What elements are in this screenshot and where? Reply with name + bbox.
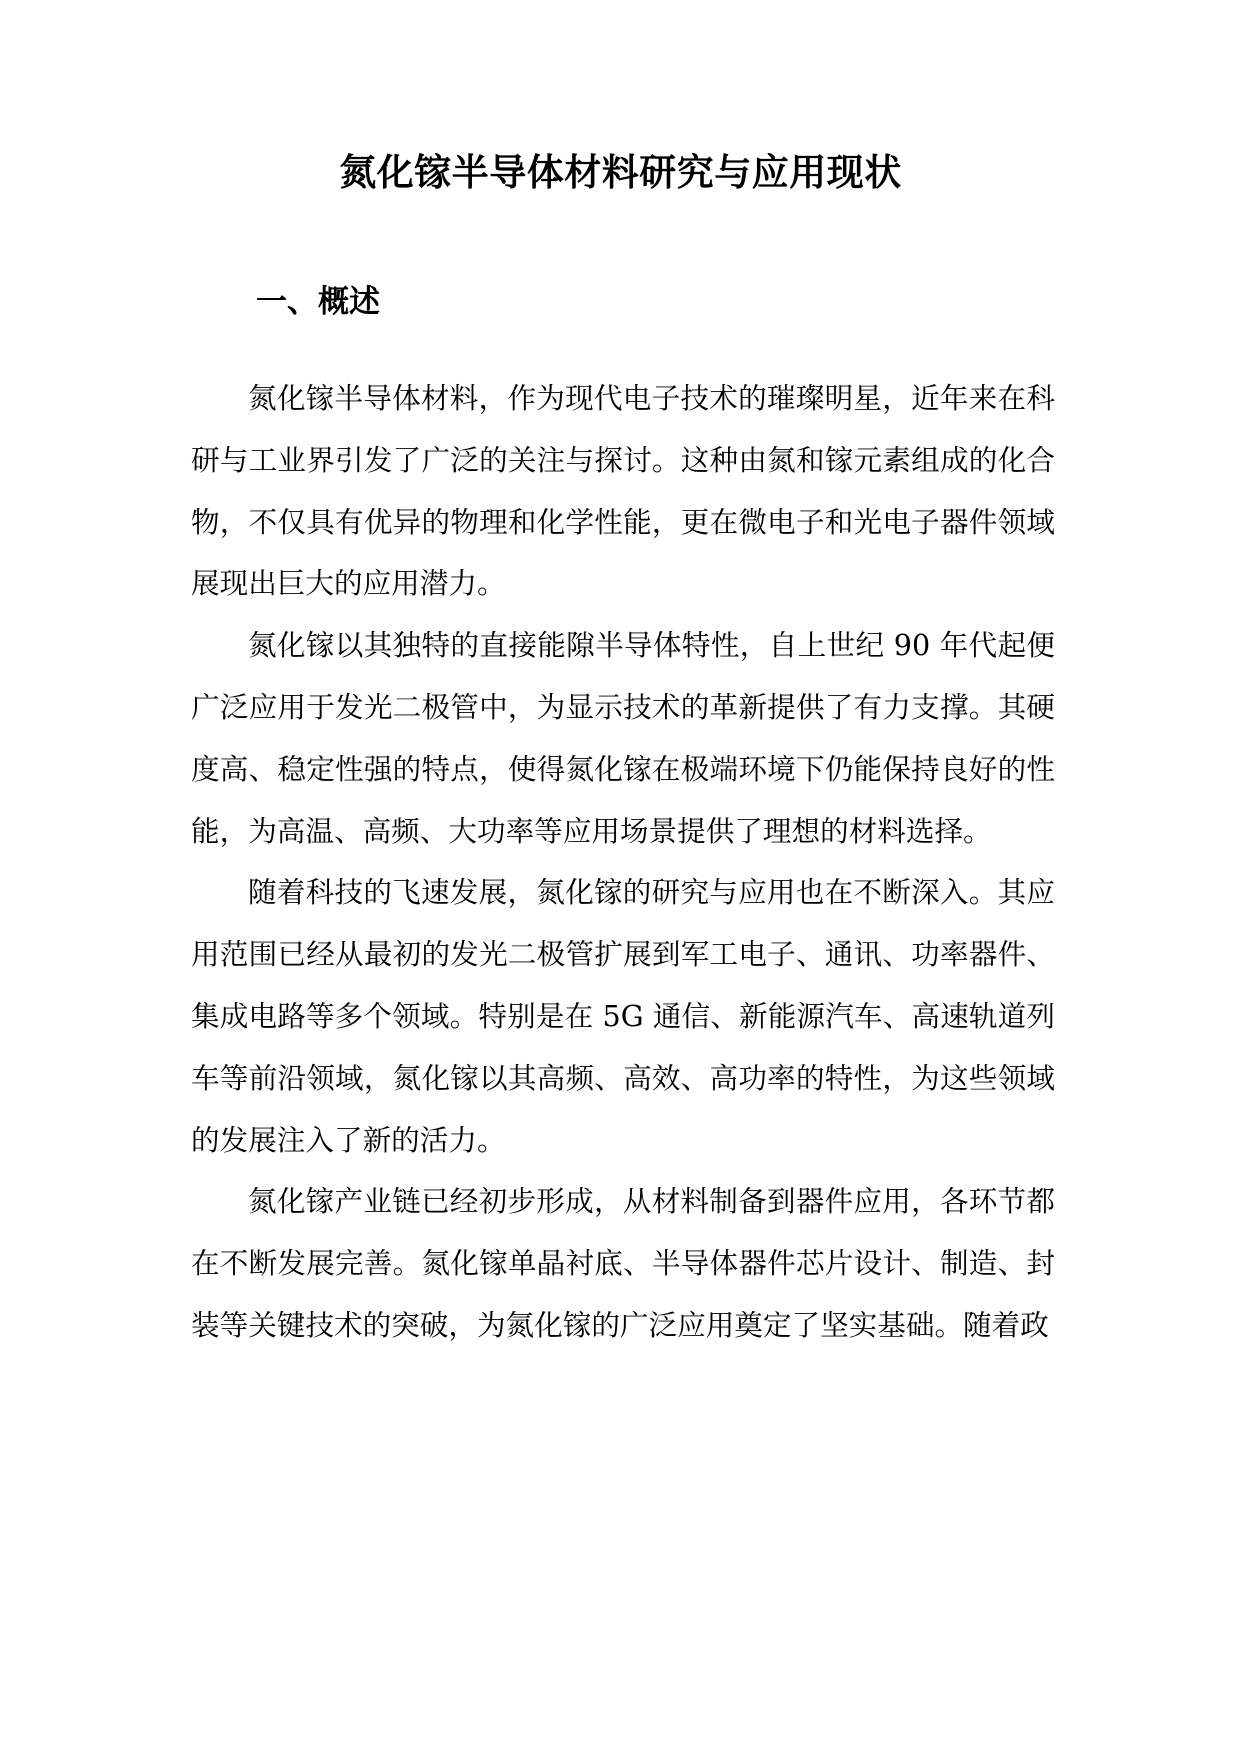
section-heading: 一、概述 bbox=[256, 284, 380, 320]
paragraph: 氮化镓半导体材料，作为现代电子技术的璀璨明星，近年来在科研与工业界引发了广泛的关注与探讨。这种由氮和镓元素组成的化合物，不仅具有优异的物理和化学性能，更在微电子和光电子器件领域展现出巨大的应用潜力。 bbox=[191, 381, 1055, 601]
body-text bbox=[191, 368, 1055, 1357]
paragraph: 氮化镓以其独特的直接能隙半导体特性，自上世纪 90 年代起便广泛应用于发光二极管中，为显示技术的革新提供了有力支撑。其硬度高、稳定性强的特点，使得氮化镓在极端环境下仍能保持良好的性能，为高温、高频、大功率等应用场景提供了理想的材料选择。 bbox=[191, 628, 1055, 848]
paragraph: 氮化镓产业链已经初步形成，从材料制备到器件应用，各环节都在不断发展完善。氮化镓单晶衬底、半导体器件芯片设计、制造、封装等关键技术的突破，为氮化镓的广泛应用奠定了坚实基础。随着政 bbox=[191, 1184, 1055, 1342]
paragraph: 随着科技的飞速发展，氮化镓的研究与应用也在不断深入。其应用范围已经从最初的发光二极管扩展到军工电子、通讯、功率器件、集成电路等多个领域。特别是在 5G 通信、新能源汽车、高速轨道列车等前沿领域，氮化镓以其高频、高效、高功率的特性，为这些领域的发展注入了新的活力。 bbox=[191, 875, 1055, 1157]
document-title: 氮化镓半导体材料研究与应用现状 bbox=[339, 151, 902, 194]
